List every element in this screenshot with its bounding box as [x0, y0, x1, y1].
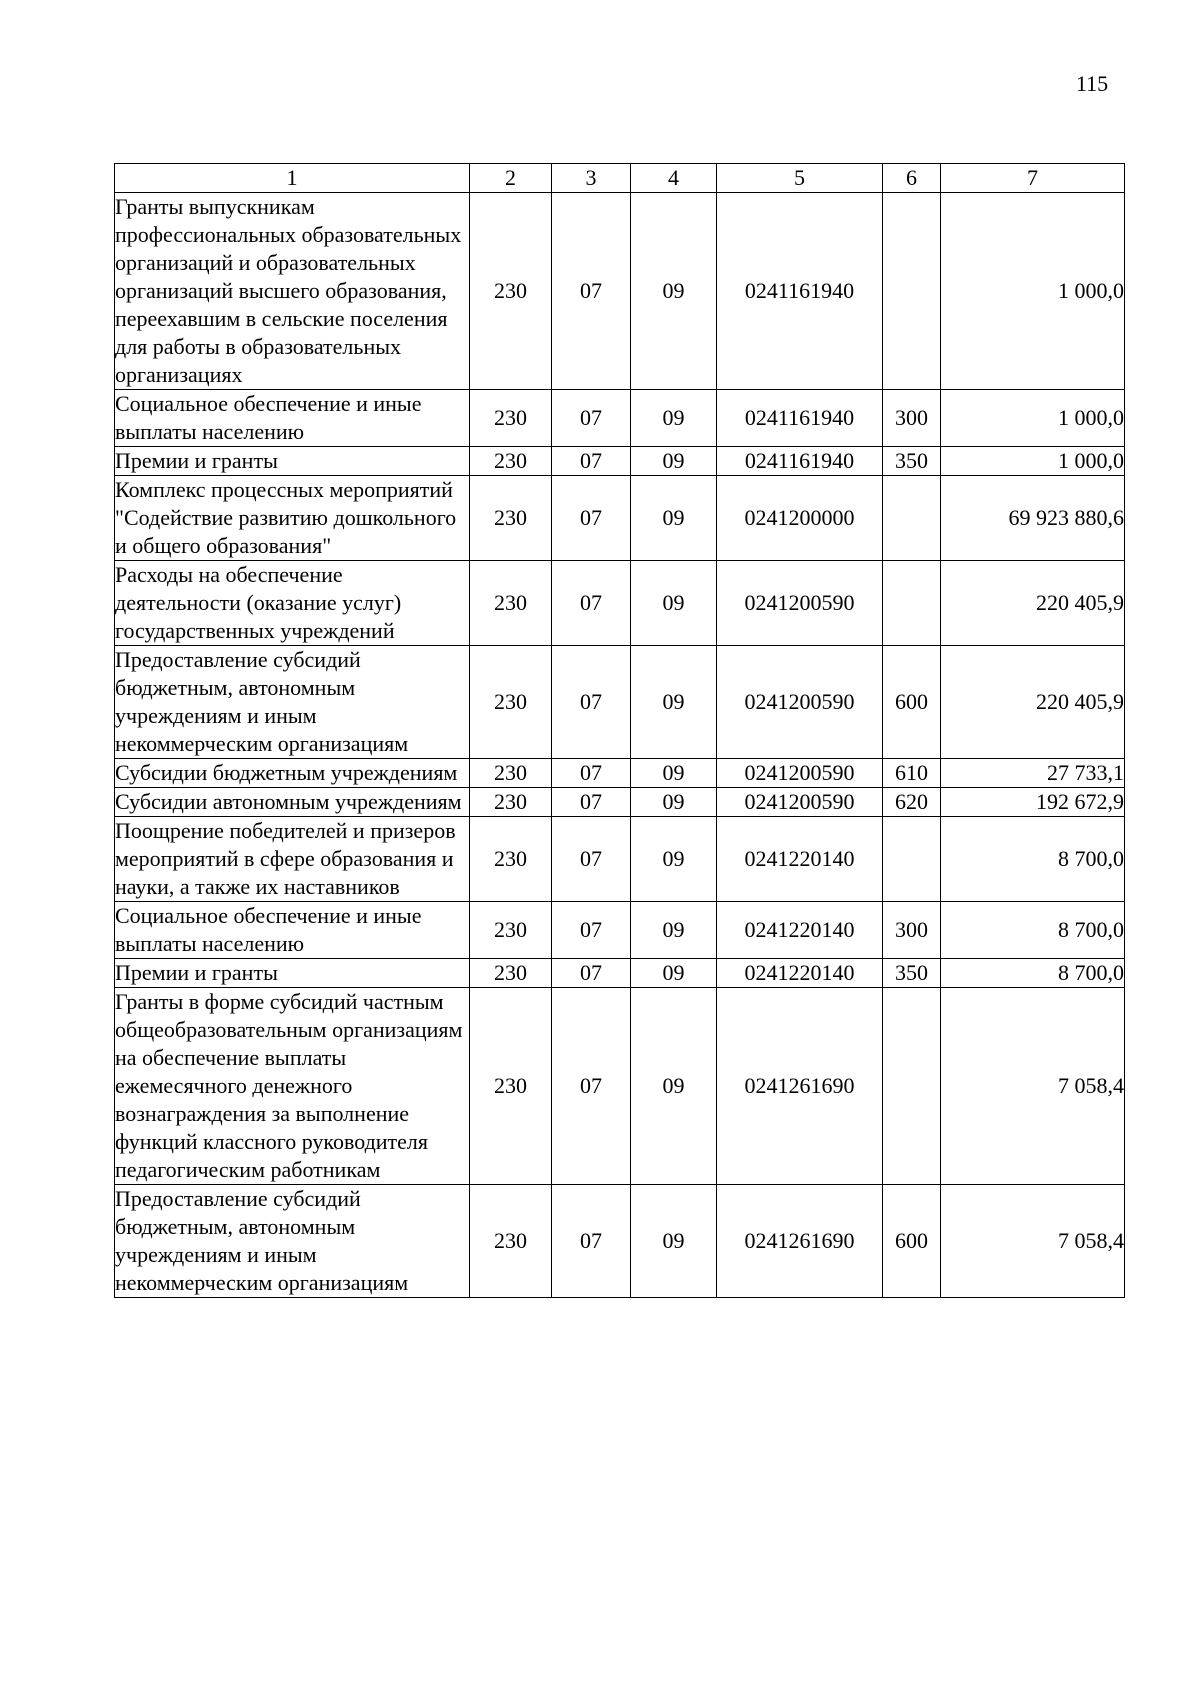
table-row: [115, 788, 1125, 817]
target-article-code: 0241220140: [717, 959, 883, 988]
header-cell: 6: [883, 164, 941, 193]
expense-type-code: 600: [883, 1185, 941, 1298]
target-article-code: 0241200000: [717, 476, 883, 561]
target-article-code: 0241200590: [717, 759, 883, 788]
header-cell: 3: [552, 164, 631, 193]
row-description: Расходы на обеспечение деятельности (оказание услуг) государственных учреждений: [115, 561, 470, 646]
amount: 1 000,0: [941, 447, 1125, 476]
expense-type-code: [883, 817, 941, 902]
table-row: [115, 959, 1125, 988]
section-code: 07: [552, 390, 631, 447]
row-description: Предоставление субсидий бюджетным, автономным учреждениям и иным некоммерческим организациям: [115, 646, 470, 759]
table-row: [115, 759, 1125, 788]
target-article-code: 0241200590: [717, 646, 883, 759]
amount: 220 405,9: [941, 646, 1125, 759]
subsection-code: 09: [631, 646, 717, 759]
expense-type-code: 350: [883, 447, 941, 476]
expense-type-code: [883, 561, 941, 646]
table-row: [115, 193, 1125, 390]
section-code: 07: [552, 959, 631, 988]
ministry-code: 230: [470, 902, 552, 959]
ministry-code: 230: [470, 817, 552, 902]
amount: 192 672,9: [941, 788, 1125, 817]
target-article-code: 0241261690: [717, 1185, 883, 1298]
table-row: [115, 1185, 1125, 1298]
ministry-code: 230: [470, 646, 552, 759]
subsection-code: 09: [631, 561, 717, 646]
target-article-code: 0241261690: [717, 988, 883, 1185]
row-description: Гранты в форме субсидий частным общеобразовательным организациям на обеспечение выплаты ежемесячного денежного вознаграждения за выполнение функций классного руководителя педагогическим работникам: [115, 988, 470, 1185]
amount: 27 733,1: [941, 759, 1125, 788]
target-article-code: 0241200590: [717, 561, 883, 646]
expense-type-code: [883, 988, 941, 1185]
expense-type-code: 300: [883, 390, 941, 447]
section-code: 07: [552, 1185, 631, 1298]
table-row: [115, 561, 1125, 646]
ministry-code: 230: [470, 193, 552, 390]
section-code: 07: [552, 988, 631, 1185]
expense-type-code: 610: [883, 759, 941, 788]
ministry-code: 230: [470, 759, 552, 788]
section-code: 07: [552, 561, 631, 646]
table-row: [115, 817, 1125, 902]
table-row: [115, 447, 1125, 476]
amount: 8 700,0: [941, 817, 1125, 902]
target-article-code: 0241161940: [717, 390, 883, 447]
header-cell: 2: [470, 164, 552, 193]
subsection-code: 09: [631, 959, 717, 988]
row-description: Поощрение победителей и призеров мероприятий в сфере образования и науки, а также их наставников: [115, 817, 470, 902]
row-description: Социальное обеспечение и иные выплаты населению: [115, 390, 470, 447]
subsection-code: 09: [631, 817, 717, 902]
subsection-code: 09: [631, 1185, 717, 1298]
table-row: [115, 646, 1125, 759]
header-cell: 4: [631, 164, 717, 193]
ministry-code: 230: [470, 561, 552, 646]
table-row: [115, 988, 1125, 1185]
subsection-code: 09: [631, 788, 717, 817]
amount: 8 700,0: [941, 959, 1125, 988]
section-code: 07: [552, 447, 631, 476]
expense-type-code: 350: [883, 959, 941, 988]
row-description: Субсидии бюджетным учреждениям: [115, 759, 470, 788]
expense-type-code: 300: [883, 902, 941, 959]
section-code: 07: [552, 476, 631, 561]
ministry-code: 230: [470, 390, 552, 447]
row-description: Предоставление субсидий бюджетным, автономным учреждениям и иным некоммерческим организациям: [115, 1185, 470, 1298]
subsection-code: 09: [631, 447, 717, 476]
section-code: 07: [552, 193, 631, 390]
target-article-code: 0241220140: [717, 902, 883, 959]
amount: 7 058,4: [941, 1185, 1125, 1298]
header-cell: 1: [115, 164, 470, 193]
section-code: 07: [552, 902, 631, 959]
ministry-code: 230: [470, 1185, 552, 1298]
table-row: [115, 476, 1125, 561]
target-article-code: 0241220140: [717, 817, 883, 902]
target-article-code: 0241161940: [717, 447, 883, 476]
expense-type-code: [883, 193, 941, 390]
amount: 1 000,0: [941, 390, 1125, 447]
ministry-code: 230: [470, 988, 552, 1185]
row-description: Премии и гранты: [115, 959, 470, 988]
amount: 1 000,0: [941, 193, 1125, 390]
row-description: Комплекс процессных мероприятий "Содействие развитию дошкольного и общего образования": [115, 476, 470, 561]
target-article-code: 0241200590: [717, 788, 883, 817]
section-code: 07: [552, 759, 631, 788]
subsection-code: 09: [631, 193, 717, 390]
amount: 69 923 880,6: [941, 476, 1125, 561]
target-article-code: 0241161940: [717, 193, 883, 390]
section-code: 07: [552, 788, 631, 817]
section-code: 07: [552, 817, 631, 902]
header-row: [115, 164, 1125, 193]
ministry-code: 230: [470, 447, 552, 476]
table-row: [115, 902, 1125, 959]
row-description: Социальное обеспечение и иные выплаты населению: [115, 902, 470, 959]
row-description: Гранты выпускникам профессиональных образовательных организаций и образовательных организаций высшего образования, переехавшим в сельские поселения для работы в образовательных организациях: [115, 193, 470, 390]
ministry-code: 230: [470, 959, 552, 988]
budget-table: [114, 163, 1125, 1298]
expense-type-code: [883, 476, 941, 561]
ministry-code: 230: [470, 788, 552, 817]
row-description: Субсидии автономным учреждениям: [115, 788, 470, 817]
amount: 220 405,9: [941, 561, 1125, 646]
ministry-code: 230: [470, 476, 552, 561]
page-number: 115: [1076, 71, 1109, 96]
amount: 8 700,0: [941, 902, 1125, 959]
expense-type-code: 600: [883, 646, 941, 759]
row-description: Премии и гранты: [115, 447, 470, 476]
subsection-code: 09: [631, 759, 717, 788]
header-cell: 7: [941, 164, 1125, 193]
amount: 7 058,4: [941, 988, 1125, 1185]
expense-type-code: 620: [883, 788, 941, 817]
subsection-code: 09: [631, 476, 717, 561]
header-cell: 5: [717, 164, 883, 193]
table-row: [115, 390, 1125, 447]
subsection-code: 09: [631, 390, 717, 447]
subsection-code: 09: [631, 988, 717, 1185]
section-code: 07: [552, 646, 631, 759]
subsection-code: 09: [631, 902, 717, 959]
